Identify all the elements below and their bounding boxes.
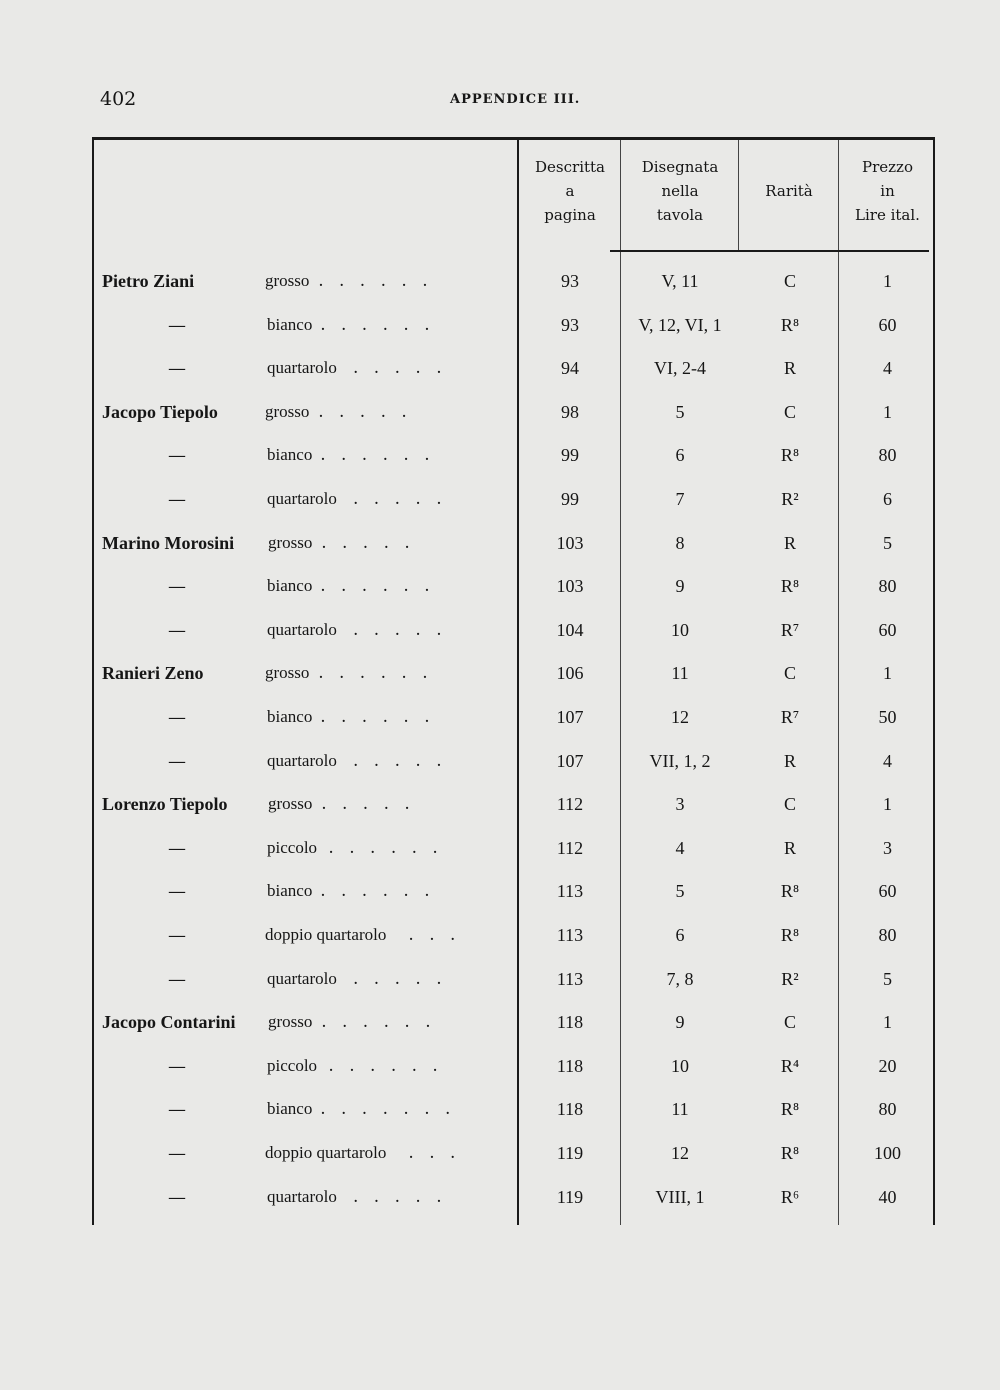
cell-tavola: 8 — [675, 532, 685, 553]
cell-rarita: C — [783, 663, 796, 684]
cell-tavola: 7, 8 — [666, 968, 694, 989]
cell-prezzo: 50 — [878, 707, 897, 727]
table-row — [90, 1143, 935, 1183]
cell-prezzo: 1 — [883, 1012, 892, 1033]
ditto-dash: — — [168, 1055, 186, 1077]
leader-dots: . . . . . . — [328, 837, 443, 858]
col-head-prezzo — [840, 155, 935, 227]
col-head-line: Lire ital. — [855, 206, 920, 224]
cell-pagina: 103 — [556, 576, 584, 597]
cell-pagina: 93 — [561, 314, 579, 335]
leader-dots: . . . . . — [321, 532, 415, 553]
coin-type: grosso — [268, 532, 313, 552]
cell-tavola: 12 — [671, 1143, 689, 1163]
leader-dots: . . . . . — [318, 401, 412, 422]
cell-prezzo: 5 — [883, 968, 892, 989]
table-row — [90, 315, 935, 355]
cell-pagina: 107 — [556, 750, 584, 771]
cell-tavola: 7 — [675, 489, 685, 509]
coin-type: grosso — [265, 401, 310, 421]
cell-pagina: 106 — [556, 663, 584, 684]
cell-tavola: 11 — [671, 663, 689, 684]
cell-rarita: R⁴ — [780, 1055, 800, 1076]
cell-pagina: 118 — [556, 1099, 584, 1120]
coin-table — [90, 137, 935, 1225]
table-row — [90, 969, 935, 1009]
cell-rarita: R — [783, 532, 796, 553]
table-row — [90, 1099, 935, 1139]
cell-tavola: VIII, 1 — [655, 1186, 705, 1207]
cell-tavola: 4 — [675, 837, 685, 858]
cell-tavola: 6 — [675, 925, 685, 945]
table-top-rule — [92, 137, 935, 140]
table-row — [90, 794, 935, 834]
cell-rarita: C — [783, 794, 796, 815]
cell-prezzo: 1 — [883, 271, 892, 291]
ditto-dash: — — [168, 707, 186, 728]
cell-rarita: R⁸ — [780, 1143, 800, 1163]
coin-type: bianco — [267, 1099, 313, 1119]
leader-dots: . . . — [408, 925, 461, 945]
leader-dots: . . . . . — [353, 619, 447, 640]
ditto-dash: — — [168, 1186, 186, 1208]
ditto-dash: — — [168, 358, 186, 380]
cell-tavola: V, 12, VI, 1 — [638, 314, 722, 335]
col-head-tavola — [622, 155, 738, 227]
table-row — [90, 620, 935, 660]
coin-type: grosso — [268, 1012, 313, 1032]
cell-pagina: 99 — [561, 445, 579, 466]
table-row — [90, 751, 935, 791]
ditto-dash: — — [168, 881, 186, 903]
coin-type: bianco — [267, 881, 313, 901]
ditto-dash: — — [168, 837, 186, 859]
col-head-line: a — [565, 182, 575, 200]
cell-rarita: R⁸ — [780, 925, 800, 945]
leader-dots: . . . . . — [353, 1186, 447, 1207]
leader-dots: . . . . . . — [328, 1055, 443, 1076]
cell-tavola: 11 — [671, 1099, 689, 1120]
leader-dots: . . . . . . — [320, 576, 435, 597]
leader-dots: . . . . . . . — [320, 1099, 456, 1120]
leader-dots: . . . . . . — [318, 663, 433, 684]
leader-dots: . . . . . . — [318, 271, 433, 291]
leader-dots: . . . . . . — [320, 881, 435, 902]
cell-pagina: 119 — [556, 1143, 584, 1163]
cell-pagina: 104 — [556, 619, 584, 640]
ditto-dash: — — [168, 750, 186, 772]
cell-prezzo: 1 — [883, 663, 892, 684]
cell-pagina: 94 — [561, 358, 579, 379]
cell-rarita: R⁷ — [780, 619, 800, 640]
col-head-line: Descritta — [535, 158, 605, 176]
ditto-dash: — — [168, 1099, 186, 1121]
coin-type: quartarolo — [267, 968, 337, 988]
cell-pagina: 93 — [561, 271, 579, 291]
cell-tavola: 5 — [675, 881, 685, 902]
cell-prezzo: 80 — [878, 576, 897, 597]
cell-pagina: 118 — [556, 1055, 584, 1076]
cell-prezzo: 4 — [883, 750, 892, 771]
cell-rarita: R² — [781, 489, 799, 509]
table-row — [90, 445, 935, 485]
cell-tavola: V, 11 — [661, 271, 699, 291]
table-row — [90, 925, 935, 965]
doge-name: Ranieri Zeno — [102, 663, 204, 684]
col-head-rarita — [740, 179, 838, 203]
ditto-dash: — — [168, 619, 186, 641]
cell-prezzo: 1 — [883, 401, 892, 422]
coin-type: quartarolo — [267, 489, 337, 508]
leader-dots: . . . . . . — [320, 314, 435, 335]
table-row — [90, 271, 935, 311]
cell-tavola: VI, 2-4 — [654, 358, 706, 379]
table-row — [90, 402, 935, 442]
coin-type: bianco — [267, 576, 313, 596]
cell-prezzo: 60 — [878, 881, 897, 902]
cell-rarita: R² — [781, 968, 799, 989]
leader-dots: . . . . . . — [320, 707, 435, 727]
col-head-line: nella — [661, 182, 699, 200]
table-row — [90, 1056, 935, 1096]
cell-prezzo: 40 — [878, 1186, 897, 1207]
cell-pagina: 103 — [556, 532, 584, 553]
ditto-dash: — — [168, 1143, 186, 1164]
cell-pagina: 112 — [556, 837, 584, 858]
cell-rarita: R⁷ — [780, 707, 800, 727]
col-head-line: pagina — [544, 206, 596, 224]
leader-dots: . . . . . — [353, 750, 447, 771]
cell-pagina: 113 — [556, 968, 584, 989]
cell-pagina: 112 — [556, 794, 584, 815]
coin-type: quartarolo — [267, 750, 337, 770]
leader-dots: . . . . . . — [320, 445, 435, 466]
cell-rarita: R⁶ — [780, 1186, 800, 1207]
cell-pagina: 98 — [561, 401, 579, 422]
cell-rarita: C — [783, 401, 796, 422]
cell-prezzo: 60 — [878, 314, 897, 335]
cell-rarita: R — [783, 358, 796, 379]
cell-prezzo: 80 — [878, 1099, 897, 1120]
cell-pagina: 119 — [556, 1186, 584, 1207]
doge-name: Jacopo Contarini — [102, 1012, 236, 1033]
cell-tavola: 6 — [675, 445, 685, 466]
col-head-line: Prezzo — [862, 158, 913, 176]
ditto-dash: — — [168, 925, 186, 946]
cell-pagina: 99 — [561, 489, 579, 509]
col-head-line: Rarità — [765, 182, 813, 200]
cell-prezzo: 3 — [883, 837, 892, 858]
doge-name: Pietro Ziani — [102, 271, 195, 291]
cell-tavola: 9 — [675, 576, 685, 597]
table-row — [90, 1012, 935, 1052]
cell-rarita: R⁸ — [780, 576, 800, 597]
cell-tavola: 5 — [675, 401, 685, 422]
doge-name: Marino Morosini — [102, 532, 235, 553]
table-row — [90, 1187, 935, 1227]
table-row — [90, 358, 935, 398]
cell-pagina: 113 — [556, 925, 584, 945]
col-head-line: Disegnata — [641, 158, 719, 176]
coin-type: grosso — [265, 271, 310, 290]
ditto-dash: — — [168, 314, 186, 336]
cell-pagina: 118 — [556, 1012, 584, 1033]
coin-type: doppio quartarolo — [265, 1143, 387, 1162]
ditto-dash: — — [168, 968, 186, 990]
cell-rarita: R⁸ — [780, 445, 800, 466]
coin-type: quartarolo — [267, 1186, 337, 1206]
table-row — [90, 489, 935, 529]
cell-pagina: 113 — [556, 881, 584, 902]
doge-name: Jacopo Tiepolo — [102, 401, 218, 422]
table-row — [90, 576, 935, 616]
cell-prezzo: 1 — [883, 794, 892, 815]
cell-pagina: 107 — [556, 707, 584, 727]
cell-tavola: 12 — [671, 707, 689, 727]
col-head-line: tavola — [656, 206, 704, 224]
coin-type: quartarolo — [267, 358, 337, 378]
cell-prezzo: 6 — [883, 489, 892, 509]
cell-rarita: R — [783, 750, 796, 771]
cell-tavola: 9 — [675, 1012, 685, 1033]
cell-prezzo: 5 — [883, 532, 892, 553]
doge-name: Lorenzo Tiepolo — [102, 794, 228, 815]
coin-type: quartarolo — [267, 619, 337, 639]
coin-type: bianco — [267, 445, 313, 465]
coin-type: doppio quartarolo — [265, 925, 387, 944]
running-title: APPENDICE III. — [450, 92, 581, 107]
coin-type: bianco — [267, 314, 313, 334]
cell-rarita: R⁸ — [780, 1099, 800, 1120]
header-bottom-rule — [610, 250, 929, 252]
cell-prezzo: 100 — [874, 1143, 901, 1163]
cell-rarita: R⁸ — [780, 314, 800, 335]
cell-tavola: 10 — [671, 1055, 689, 1076]
cell-prezzo: 20 — [878, 1055, 897, 1076]
page-number: 402 — [100, 88, 137, 110]
col-head-pagina — [520, 155, 620, 227]
col-head-line: in — [880, 182, 895, 200]
page-header — [100, 88, 930, 114]
ditto-dash: — — [168, 445, 186, 467]
coin-type: piccolo — [267, 1055, 318, 1075]
coin-type: bianco — [267, 707, 313, 726]
cell-prezzo: 80 — [878, 925, 897, 945]
cell-rarita: C — [783, 271, 796, 291]
leader-dots: . . . . . . — [321, 1012, 436, 1033]
cell-tavola: 3 — [675, 794, 685, 815]
leader-dots: . . . . . — [353, 489, 447, 509]
leader-dots: . . . . . — [353, 968, 447, 989]
cell-rarita: R — [783, 837, 796, 858]
table-row — [90, 663, 935, 703]
table-row — [90, 838, 935, 878]
ditto-dash: — — [168, 489, 186, 510]
leader-dots: . . . . . — [321, 794, 415, 815]
cell-prezzo: 80 — [878, 445, 897, 466]
table-row — [90, 707, 935, 747]
cell-prezzo: 4 — [883, 358, 892, 379]
cell-tavola: VII, 1, 2 — [649, 750, 711, 771]
ditto-dash: — — [168, 576, 186, 598]
table-row — [90, 533, 935, 573]
cell-rarita: R⁸ — [780, 881, 800, 902]
coin-type: grosso — [268, 794, 313, 814]
cell-rarita: C — [783, 1012, 796, 1033]
divider-rarita — [738, 140, 739, 250]
cell-prezzo: 60 — [878, 619, 897, 640]
leader-dots: . . . . . — [353, 358, 447, 379]
cell-tavola: 10 — [671, 619, 689, 640]
coin-type: piccolo — [267, 837, 318, 857]
table-row — [90, 881, 935, 921]
coin-type: grosso — [265, 663, 310, 683]
leader-dots: . . . — [408, 1143, 461, 1163]
